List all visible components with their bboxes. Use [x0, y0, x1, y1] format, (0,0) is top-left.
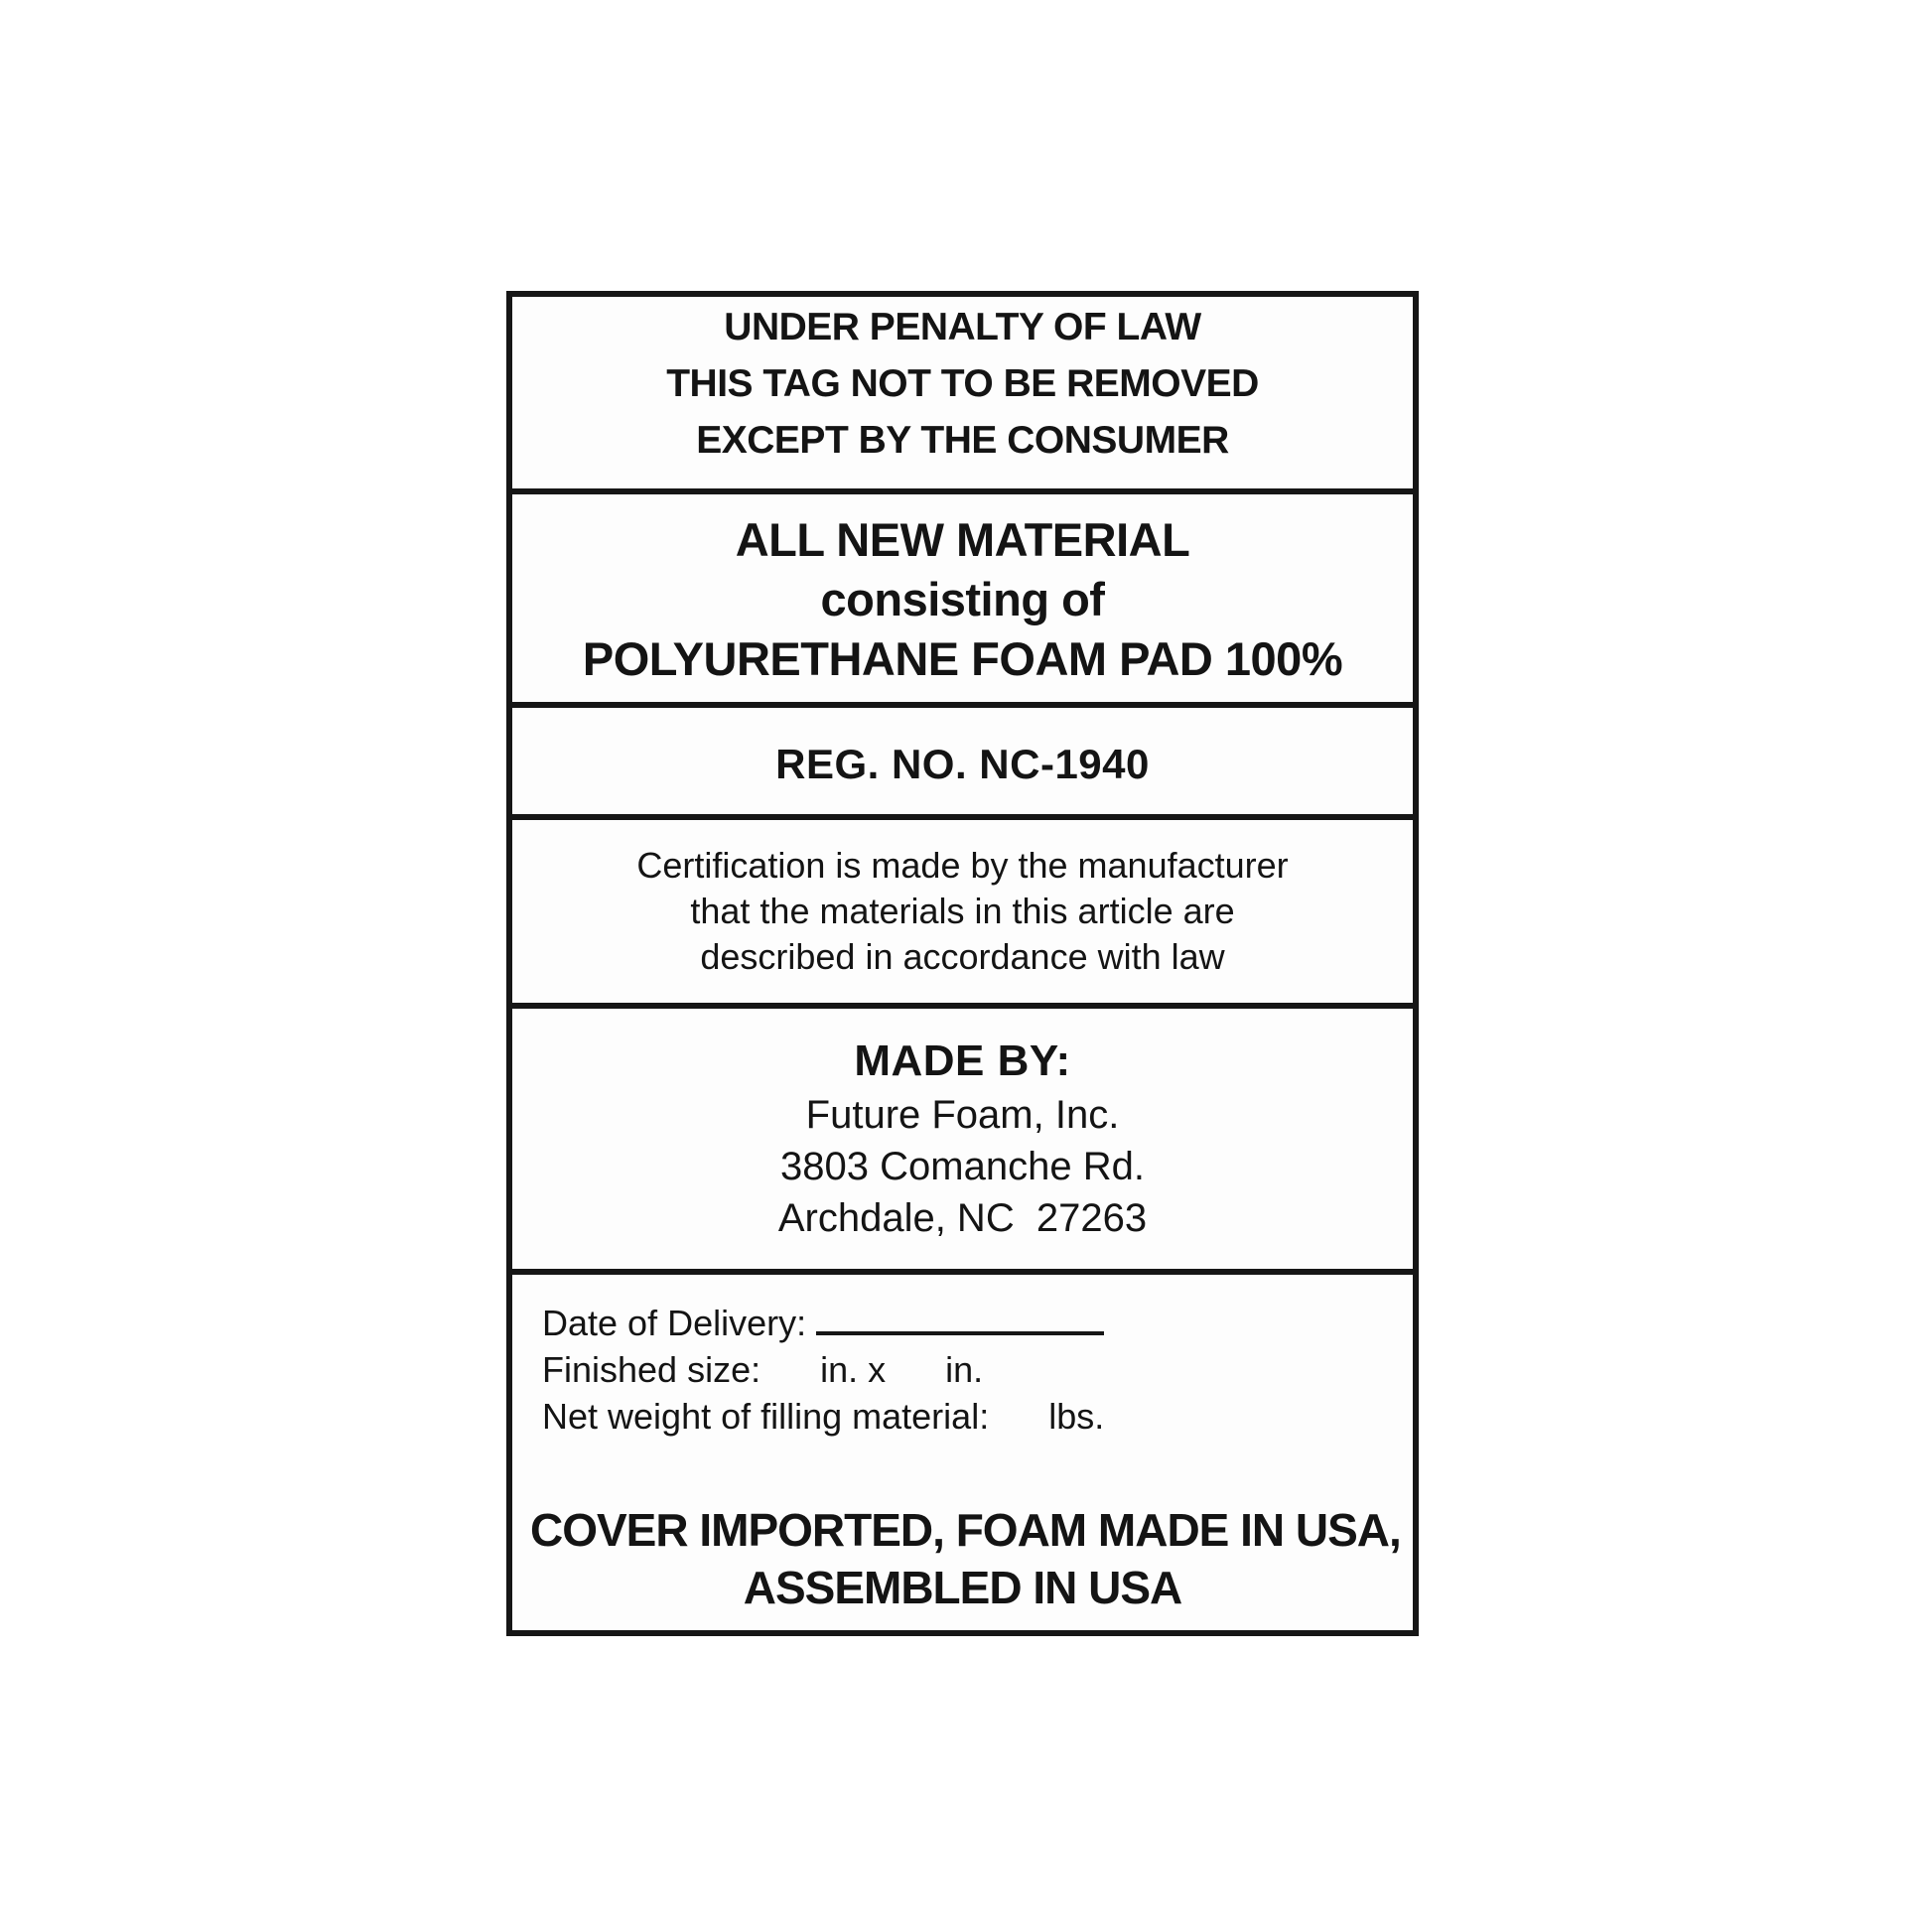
- details-section: [512, 1275, 1413, 1630]
- made-by-section: [512, 1009, 1413, 1275]
- origin-statement: [530, 1501, 1401, 1616]
- net-weight-row: Net weight of filling material: lbs.: [542, 1396, 1105, 1437]
- penalty-line: THIS TAG NOT TO BE REMOVED: [666, 362, 1259, 405]
- date-of-delivery-blank-line: [816, 1330, 1104, 1335]
- origin-line: ASSEMBLED IN USA: [743, 1562, 1182, 1613]
- material-line: ALL NEW MATERIAL: [735, 513, 1190, 566]
- manufacturer-street: 3803 Comanche Rd.: [780, 1145, 1145, 1188]
- certification-line: Certification is made by the manufacturer: [636, 845, 1289, 886]
- manufacturer-name: Future Foam, Inc.: [805, 1093, 1120, 1137]
- certification-line: that the materials in this article are: [690, 891, 1235, 931]
- date-of-delivery-label: Date of Delivery:: [542, 1303, 807, 1343]
- penalty-line: EXCEPT BY THE CONSUMER: [696, 419, 1229, 462]
- manufacturer-city-state-zip: Archdale, NC 27263: [777, 1196, 1148, 1240]
- registration-section: [512, 708, 1413, 820]
- finished-size-row: Finished size: in. x in.: [542, 1349, 984, 1390]
- material-line: consisting of: [820, 573, 1105, 625]
- certification-section: [512, 820, 1413, 1009]
- made-by-heading: MADE BY:: [854, 1036, 1071, 1085]
- registration-number: REG. NO. NC-1940: [775, 740, 1150, 787]
- penalty-line: UNDER PENALTY OF LAW: [724, 306, 1201, 348]
- penalty-notice-section: [512, 297, 1413, 494]
- origin-line: COVER IMPORTED, FOAM MADE IN USA,: [530, 1504, 1401, 1556]
- law-label-tag: [506, 291, 1419, 1636]
- date-of-delivery-row: [530, 1300, 1395, 1346]
- certification-line: described in accordance with law: [700, 936, 1225, 977]
- material-section: [512, 494, 1413, 708]
- material-line: POLYURETHANE FOAM PAD 100%: [582, 632, 1343, 685]
